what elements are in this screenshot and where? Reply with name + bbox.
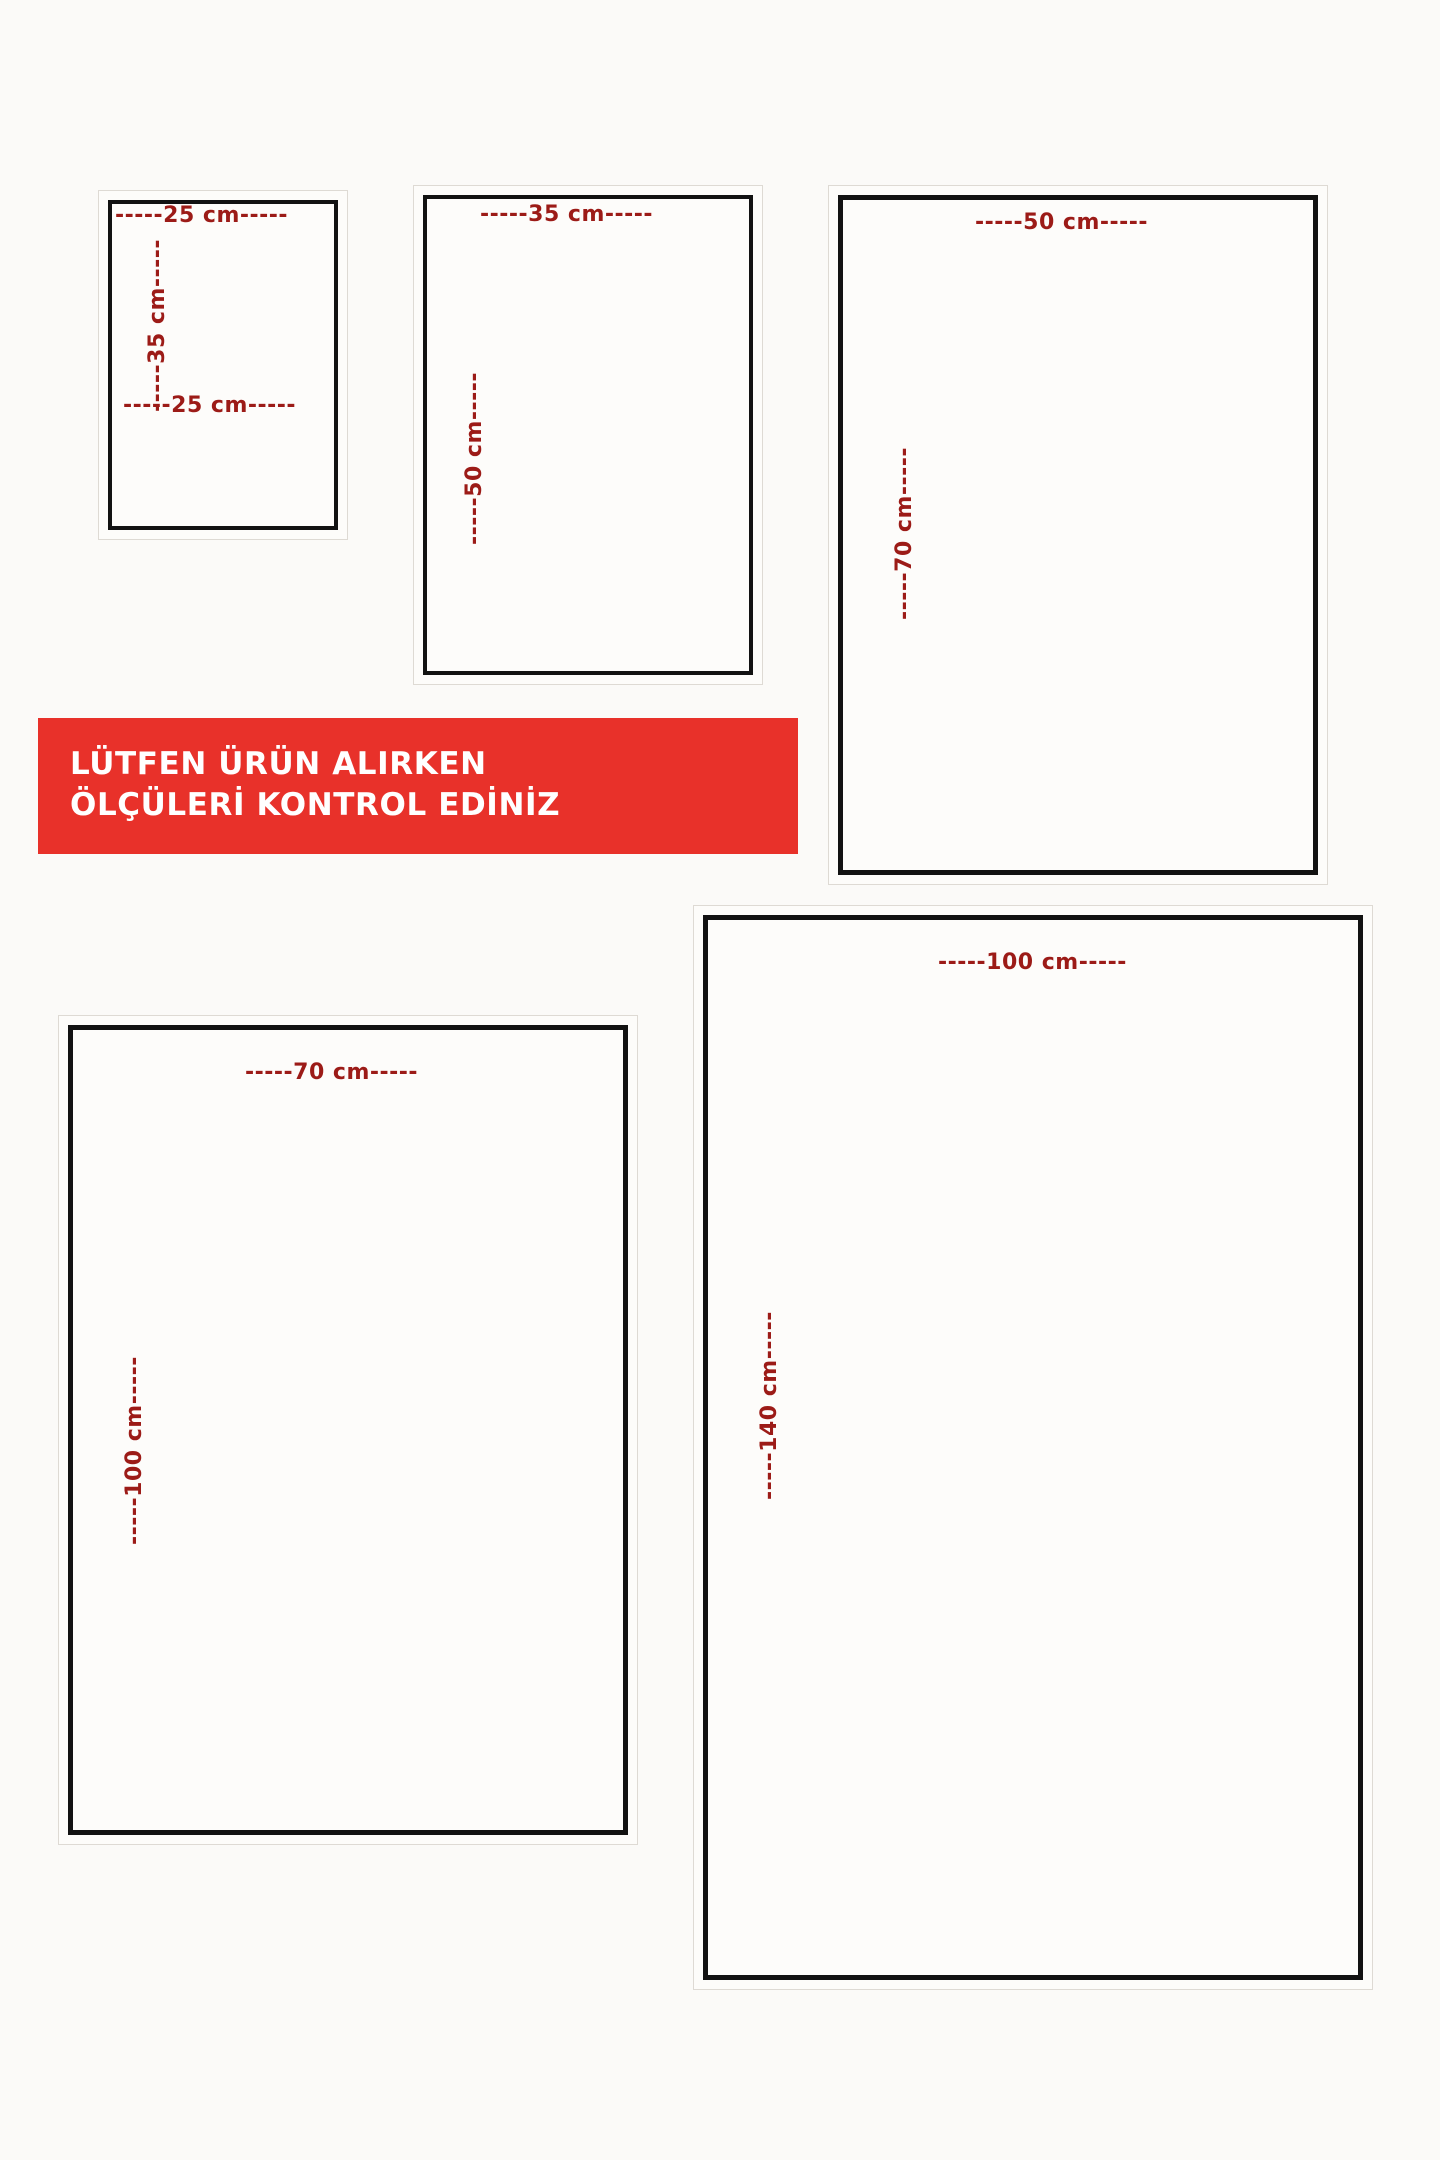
frame-inner-25x35 <box>108 200 338 530</box>
dim-width-35x50: -----35 cm----- <box>480 202 654 227</box>
size-frame-25x35 <box>98 190 348 540</box>
width-label-25x35: -----25 cm----- <box>123 393 297 418</box>
warning-line-2: ÖLÇÜLERİ KONTROL EDİNİZ <box>70 787 561 823</box>
dim-width-70x100: -----70 cm----- <box>245 1060 419 1085</box>
warning-line-1: LÜTFEN ÜRÜN ALIRKEN <box>70 745 487 782</box>
dim-height-100x140: -----140 cm----- <box>757 1311 782 1500</box>
dim-height-70x100: -----100 cm----- <box>122 1356 147 1545</box>
dim-width-50x70: -----50 cm----- <box>975 210 1149 235</box>
dim-width-25x35: -----25 cm----- <box>115 203 289 228</box>
dim-width-100x140: -----100 cm----- <box>938 950 1127 975</box>
dim-height-50x70: -----70 cm----- <box>892 446 917 620</box>
dim-height-35x50: -----50 cm----- <box>462 371 487 545</box>
dim-height-25x35: -----35 cm----- <box>145 238 170 412</box>
warning-banner <box>38 718 798 854</box>
size-frame-100x140 <box>693 905 1373 1990</box>
frame-inner-70x100 <box>68 1025 628 1835</box>
frame-inner-100x140 <box>703 915 1363 1980</box>
